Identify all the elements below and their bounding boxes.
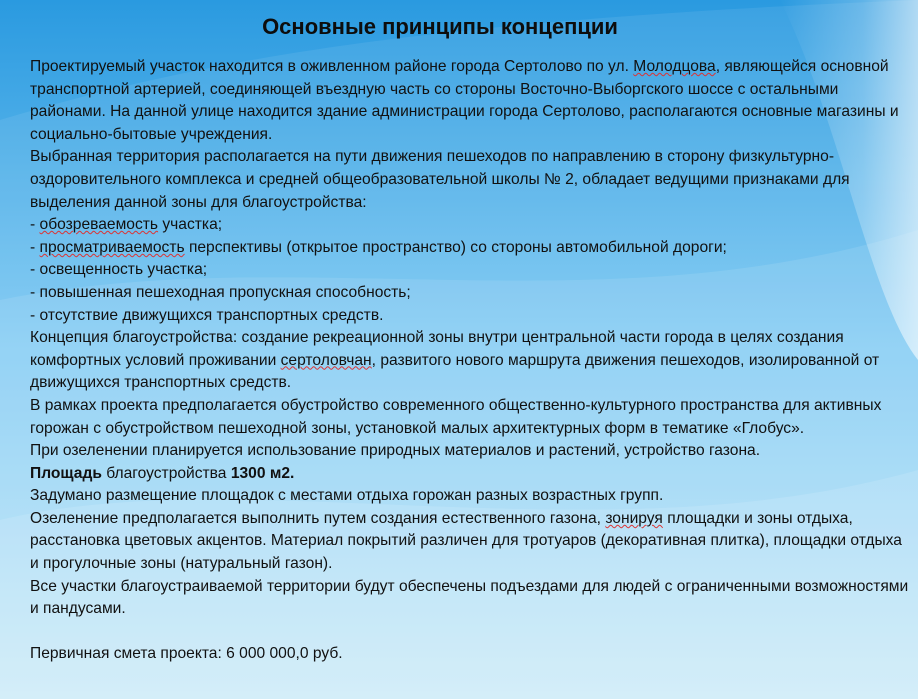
list-item: - обозреваемость участка; [30, 216, 223, 234]
paragraph-landscaping: Озеленение предполагается выполнить путем создания естественного газона, зонируя площадки и зоны отдыха, расстановка цветовых акцентов. Материал покрытий различен для тротуаров (декоративная плитка), площадки отдыха и прогулочные зоны (натуральный газон). [30, 509, 902, 573]
list-item: - отсутствие движущихся транспортных средств. [30, 306, 384, 324]
paragraph-concept: Концепция благоустройства: создание рекреационной зоны внутри центральной части города в целях создания комфортных условий проживании сертоловчан, развитого нового маршрута движения пешеходов, изолированной от движущихся транспортных средств. [30, 329, 880, 392]
list-item: - повышенная пешеходная пропускная способность; [30, 283, 411, 301]
spellcheck-word: просматриваемость [39, 238, 185, 256]
spacer [30, 621, 910, 643]
paragraph-project: В рамках проекта предполагается обустройство современного общественно-культурного пространства для активных горожан с обустройством пешеходной зоны, установкой малых архитектурных форм в тематике «Глобус». [30, 396, 882, 437]
paragraph-territory: Выбранная территория располагается на пути движения пешеходов по направлению в сторону физкультурно-оздоровительного комплекса и средней общеобразовательной школы № 2, обладает ведущими признаками для выделения данной зоны для благоустройства: [30, 148, 850, 211]
list-item: - освещенность участка; [30, 261, 208, 279]
paragraph-estimate: Первичная смета проекта: 6 000 000,0 руб. [30, 644, 343, 662]
spellcheck-word: обозреваемость [39, 216, 159, 234]
paragraph-accessibility: Все участки благоустраиваемой территории будут обеспечены подъездами для людей с ограниченными возможностями и пандусами. [30, 577, 909, 618]
paragraph-greening: При озеленении планируется использование природных материалов и растений, устройство газона. [30, 442, 761, 460]
spellcheck-word: сертоловчан [280, 351, 372, 369]
page-title: Основные принципы концепции [262, 14, 618, 39]
spellcheck-word: зонируя [605, 509, 663, 527]
document-body [30, 56, 910, 665]
list-item: - просматриваемость перспективы (открытое пространство) со стороны автомобильной дороги; [30, 238, 727, 256]
paragraph-playgrounds: Задумано размещение площадок с местами отдыха горожан разных возрастных групп. [30, 487, 664, 505]
paragraph-area: Площадь благоустройства 1300 м2. [30, 464, 295, 482]
paragraph-location: Проектируемый участок находится в оживленном районе города Сертолово по ул. Молодцова, являющейся основной транспортной артерией, соединяющей въездную часть со стороны Восточно-Выборгского шоссе с остальными районами. На данной улице находится здание администрации города Сертолово, располагаются основные магазины и социально-бытовые учреждения. [30, 58, 899, 143]
spellcheck-word: Молодцова [633, 58, 716, 75]
